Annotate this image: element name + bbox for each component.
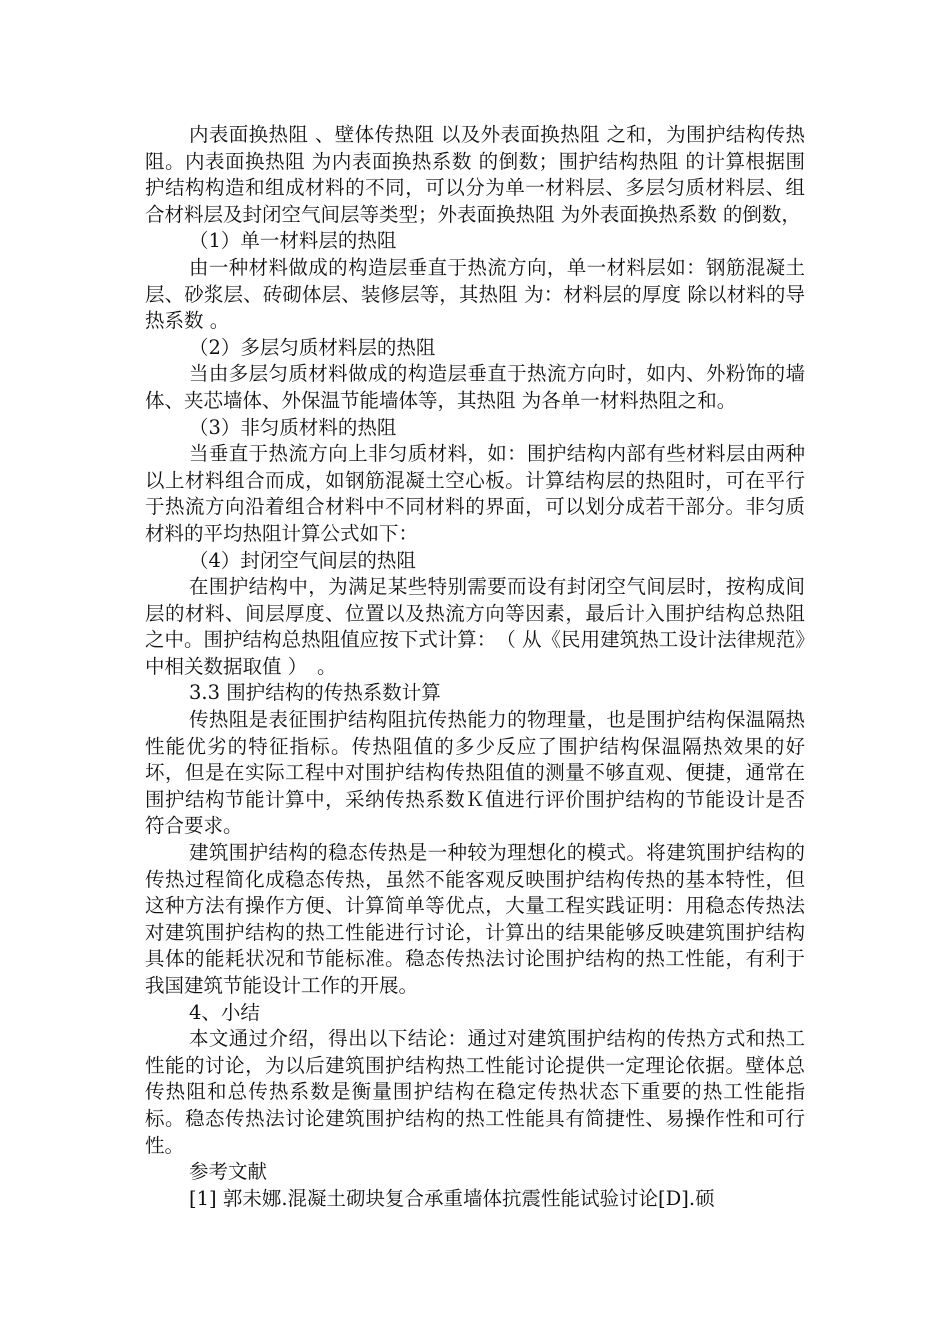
paragraph-thermal-resistance-sum: 内表面换热阻 、壁体传热阻 以及外表面换热阻 之和，为围护结构传热阻。内表面换热阻 为内表面换热系数 的倒数；围护结构热阻 的计算根据围护结构构造和组成材料的不同，可以分为单一材料层、多层匀质材料层、组合材料层及封闭空气间层等类型；外表面换热阻 为外表面换热系数 的倒数， [145, 123, 805, 226]
paragraph-heat-transfer-resistance: 传热阻是表征围护结构阻抗传热能力的物理量，也是围护结构保温隔热性能优劣的特征指标。传热阻值的多少反应了围护结构保温隔热效果的好坏，但是在实际工程中对围护结构传热阻值的测量不够直观、便捷，通常在围护结构节能计算中，采纳传热系数Ｋ值进行评价围护结构的节能设计是否符合要求。 [145, 708, 805, 838]
paragraph-closed-air-layer: 在围护结构中，为满足某些特别需要而设有封闭空气间层时，按构成间层的材料、间层厚度、位置以及热流方向等因素，最后计入围护结构总热阻之中。围护结构总热阻值应按下式计算： （ 从《民用建筑热工设计法律规范》中相关数据取值 ） 。 [145, 575, 805, 678]
heading-closed-air-layer: （4）封闭空气间层的热阻 [189, 548, 416, 572]
paragraph-single-material-layer: 由一种材料做成的构造层垂直于热流方向，单一材料层如：钢筋混凝土层、砂浆层、砖砌体层、装修层等，其热阻 为：材料层的厚度 除以材料的导热系数 。 [145, 255, 805, 333]
section-heading-3-3: 3.3 围护结构的传热系数计算 [189, 681, 441, 705]
heading-single-material-layer: （1）单一材料层的热阻 [189, 229, 397, 253]
heading-non-homogeneous-material: （3）非匀质材料的热阻 [189, 415, 397, 439]
paragraph-non-homogeneous-material: 当垂直于热流方向上非匀质材料，如：围护结构内部有些材料层由两种以上材料组合而成，如钢筋混凝土空心板。计算结构层的热阻时，可在平行于热流方向沿着组合材料中不同材料的界面，可以划分成若干部分。非匀质材料的平均热阻计算公式如下： [145, 442, 805, 545]
paragraph-steady-state-heat-transfer: 建筑围护结构的稳态传热是一种较为理想化的模式。将建筑围护结构的传热过程简化成稳态传热，虽然不能客观反映围护结构传热的基本特性，但这种方法有操作方便、计算简单等优点，大量工程实践证明：用稳态传热法对建筑围护结构的热工性能进行讨论，计算出的结果能够反映建筑围护结构具体的能耗状况和节能标准。稳态传热法讨论围护结构的热工性能，有利于我国建筑节能设计工作的开展。 [145, 841, 805, 997]
section-heading-summary: 4、小结 [189, 1000, 260, 1024]
heading-multi-layer-homogeneous: （2）多层匀质材料层的热阻 [189, 335, 436, 359]
references-heading: 参考文献 [189, 1160, 268, 1184]
document-body [145, 122, 805, 1212]
paragraph-multi-layer-homogeneous: 当由多层匀质材料做成的构造层垂直于热流方向时，如内、外粉饰的墙体、夹芯墙体、外保温节能墙体等，其热阻 为各单一材料热阻之和。 [145, 362, 805, 412]
paragraph-summary: 本文通过介绍，得出以下结论：通过对建筑围护结构的传热方式和热工性能的讨论，为以后建筑围护结构热工性能讨论提供一定理论依据。壁体总传热阻和总传热系数是衡量围护结构在稳定传热状态下重要的热工性能指标。稳态传热法讨论建筑围护结构的热工性能具有简捷性、易操作性和可行性。 [145, 1027, 805, 1157]
reference-item-1: [1] 郭未娜.混凝土砌块复合承重墙体抗震性能试验讨论[D].硕 [189, 1186, 715, 1210]
